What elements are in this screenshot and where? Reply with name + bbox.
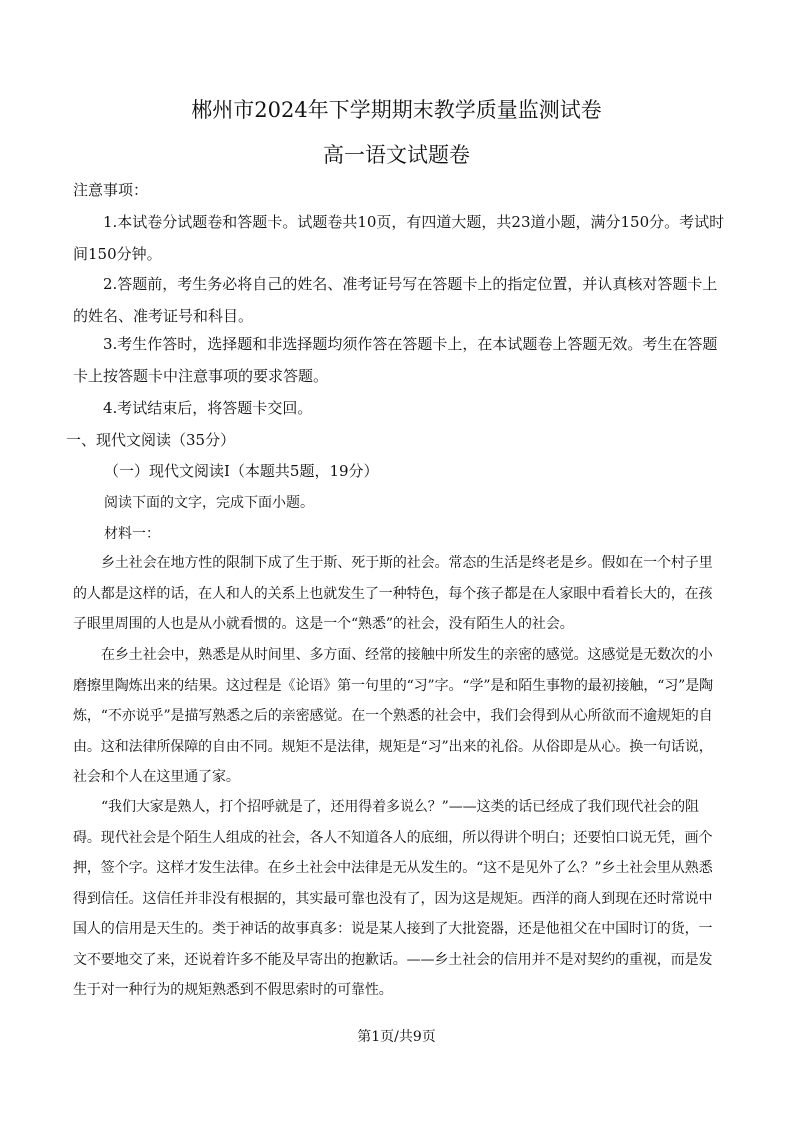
notice-item-4: 4.考试结束后，将答题卡交回。 (103, 399, 313, 417)
reading-instruction: 阅读下面的文字，完成下面小题。 (104, 495, 314, 511)
notice-item-2: 2.答题前，考生务必将自己的姓名、准考证号写在答题卡上的指定位置，并认真核对答题卡上的姓名、准考证号和科目。 (73, 275, 718, 325)
material-paragraph-1: 乡土社会在地方性的限制下成了生于斯、死于斯的社会。常态的生活是终老是乡。假如在一个村子里的人都是这样的话，在人和人的关系上也就发生了一种特色，每个孩子都是在人家眼中看着长大的，在孩子眼里周围的人也是从小就看惯的。这是一个“熟悉”的社会，没有陌生人的社会。 (73, 555, 713, 632)
material-label: 材料一： (104, 526, 160, 542)
material-paragraph-3: “我们大家是熟人，打个招呼就是了，还用得着多说么？”——这类的话已经成了我们现代社会的阻碍。现代社会是个陌生人组成的社会，各人不知道各人的底细，所以得讲个明白；还要怕口说无凭，画个押，签个字。这样才发生法律。在乡土社会中法律是无从发生的。“这不是见外了么？”乡土社会里从熟悉得到信任。这信任并非没有根据的，其实最可靠也没有了，因为这是规矩。西洋的商人到现在还时常说中国人的信用是天生的。类于神话的故事真多：说是某人接到了大批瓷器，还是他祖父在中国时订的货，一文不要地交了来，还说着许多不能及早寄出的抱歉话。——乡土社会的信用并不是对契约的重视，而是发生于对一种行为的规矩熟悉到不假思索时的可靠性。 (73, 799, 713, 998)
notice-item-1: 1.本试卷分试题卷和答题卡。试题卷共10页，有四道大题，共23道小题，满分150分。考试时间150分钟。 (73, 213, 725, 263)
exam-subtitle: 高一语文试题卷 (323, 143, 470, 167)
notice-heading: 注意事项： (73, 181, 149, 199)
notice-item-3: 3.考生作答时，选择题和非选择题均须作答在答题卡上，在本试题卷上答题无效。考生在答题卡上按答题卡中注意事项的要求答题。 (73, 335, 718, 385)
section-subheading: （一）现代文阅读Ⅰ（本题共5题，19分） (104, 462, 379, 480)
section-heading: 一、现代文阅读（35分） (66, 431, 236, 449)
page-footer: 第1页/共9页 (357, 1029, 436, 1045)
material-paragraph-2: 在乡土社会中，熟悉是从时间里、多方面、经常的接触中所发生的亲密的感觉。这感觉是无数次的小磨擦里陶炼出来的结果。这过程是《论语》第一句里的“习”字。“学”是和陌生事物的最初接触，“习”是陶炼，“不亦说乎”是描写熟悉之后的亲密感觉。在一个熟悉的社会中，我们会得到从心所欲而不逾规矩的自由。这和法律所保障的自由不同。规矩不是法律，规矩是“习”出来的礼俗。从俗即是从心。换一句话说，社会和个人在这里通了家。 (73, 647, 714, 785)
exam-title: 郴州市2024年下学期期末教学质量监测试卷 (191, 98, 602, 122)
